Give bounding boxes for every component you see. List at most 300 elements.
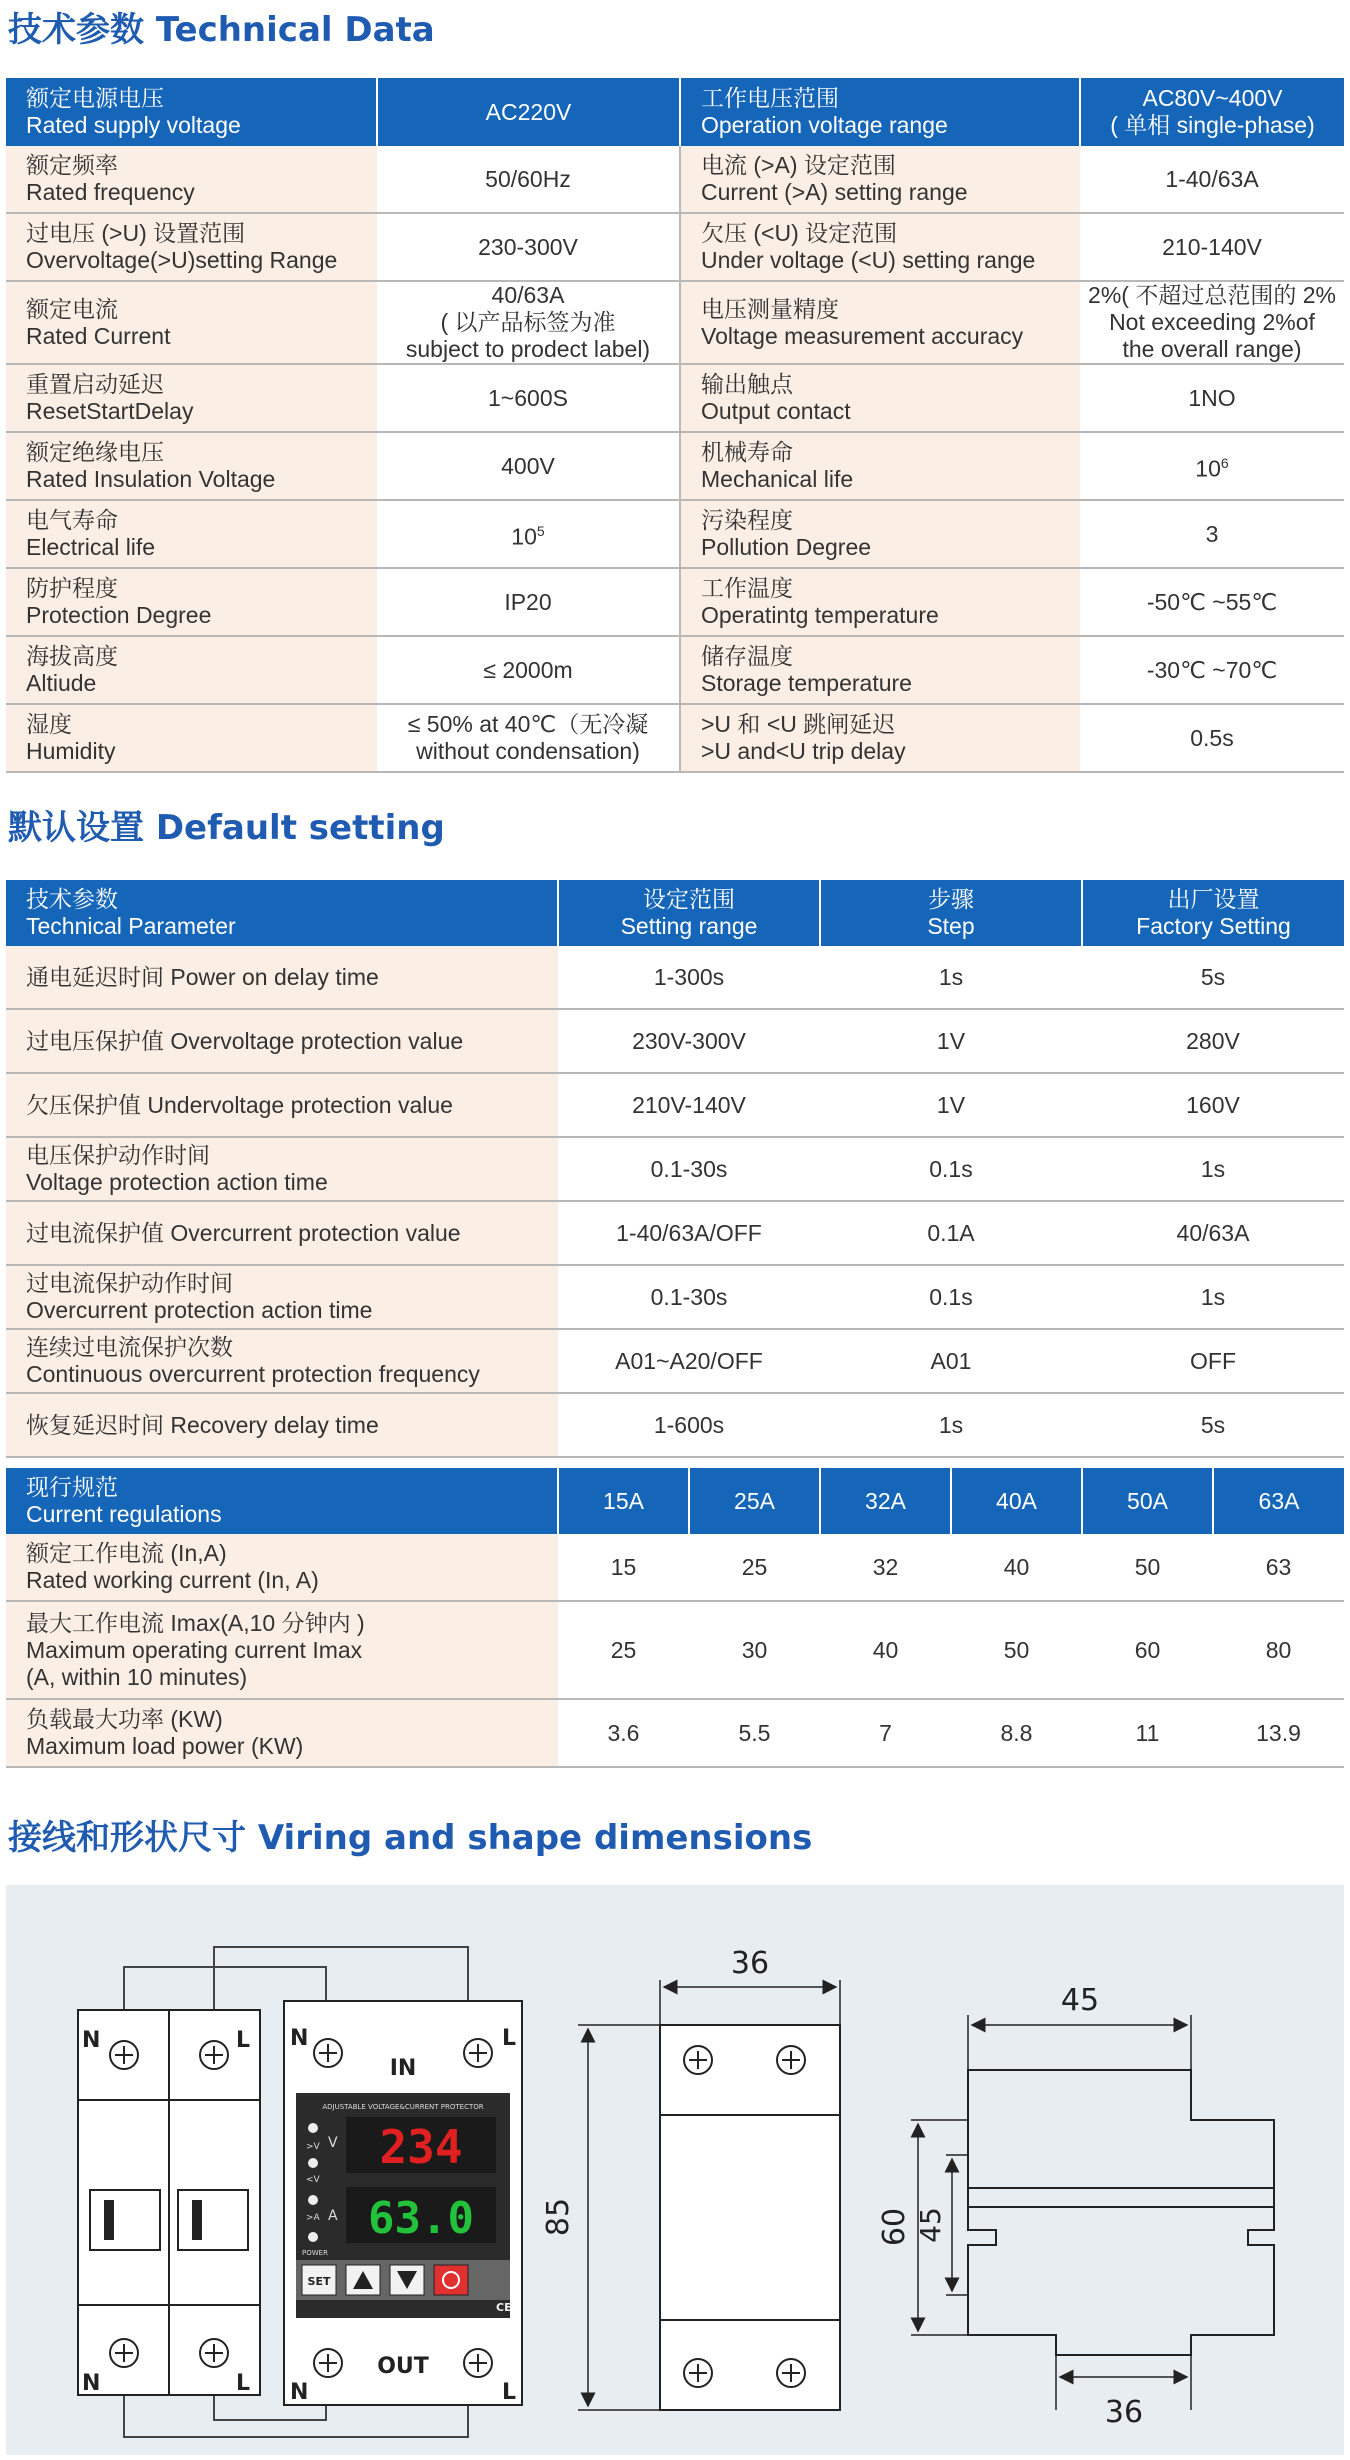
row-value-cell bbox=[558, 1601, 689, 1699]
cell-text-line: 重置启动延迟 bbox=[26, 371, 164, 397]
table-row bbox=[6, 568, 1344, 636]
factory-cell bbox=[1082, 1137, 1344, 1201]
param-cell bbox=[6, 1329, 558, 1393]
side-view-dimension bbox=[877, 1983, 1274, 2430]
range-text: A01~A20/OFF bbox=[615, 1347, 763, 1374]
cell-text-line: Pollution Degree bbox=[701, 534, 872, 560]
cell-text-line: 欠压保护值 Undervoltage protection value bbox=[26, 1091, 453, 1118]
header-label-cell bbox=[6, 1468, 558, 1534]
row-value-cell bbox=[377, 636, 680, 704]
value-text: 40 bbox=[872, 1636, 899, 1663]
row-value-cell bbox=[820, 1699, 951, 1767]
row-label-cell bbox=[680, 432, 1080, 500]
cell-text-line: 技术参数 bbox=[26, 886, 118, 912]
cell-text-line: Electrical life bbox=[26, 534, 156, 560]
row-value-cell bbox=[951, 1601, 1082, 1699]
indicator-uv: <V bbox=[306, 2175, 320, 2185]
cell-text-line: 设定范围 bbox=[643, 886, 735, 912]
dim-bottom-side: 36 bbox=[1104, 2395, 1144, 2430]
header-column-cell bbox=[951, 1468, 1082, 1534]
step-cell bbox=[820, 1137, 1082, 1201]
header-column-cell bbox=[689, 1468, 820, 1534]
cell-text-line: IP20 bbox=[504, 588, 552, 615]
param-cell bbox=[6, 946, 558, 1009]
range-cell bbox=[558, 1329, 820, 1393]
cell-text-line: 过电压保护值 Overvoltage protection value bbox=[26, 1027, 464, 1054]
cell-text-line: 230-300V bbox=[478, 233, 578, 260]
cell-text-line: Factory Setting bbox=[1136, 913, 1291, 939]
value-text: 15 bbox=[610, 1553, 637, 1580]
param-cell bbox=[6, 1073, 558, 1137]
section-title-technical: 技术参数 Technical Data bbox=[8, 10, 435, 50]
table-row bbox=[6, 1137, 1344, 1201]
reset-button bbox=[434, 2265, 468, 2295]
table-row bbox=[6, 1329, 1344, 1393]
cell-text-line: 50/60Hz bbox=[485, 165, 571, 192]
indicator-oa: >A bbox=[306, 2213, 320, 2223]
cell-text-line: Maximum operating current Imax bbox=[26, 1636, 363, 1663]
cell-text-line: Step bbox=[927, 913, 975, 939]
table-header-row bbox=[6, 1468, 1344, 1534]
current-regulations-table bbox=[6, 1468, 1344, 1768]
breaker-label-l-bottom: L bbox=[236, 2371, 251, 2396]
ce-mark: CE bbox=[496, 2301, 512, 2314]
cell-text-line: 额定电源电压 bbox=[26, 85, 164, 111]
column-text: 40A bbox=[996, 1487, 1037, 1514]
row-value-cell bbox=[689, 1699, 820, 1767]
cell-text-line: 210-140V bbox=[1162, 233, 1262, 260]
row-label-cell bbox=[6, 500, 377, 568]
panel-title: ADJUSTABLE VOLTAGE&CURRENT PROTECTOR bbox=[322, 2103, 484, 2111]
step-cell bbox=[820, 946, 1082, 1009]
header-label-cell bbox=[6, 78, 377, 146]
column-text: 25A bbox=[734, 1487, 775, 1514]
cell-text-line: $10^6$ bbox=[1195, 454, 1229, 482]
row-value-cell bbox=[1080, 500, 1344, 568]
section-title-wiring: 接线和形状尺寸 Viring and shape dimensions bbox=[8, 1818, 813, 1858]
cell-text-line: >U 和 <U 跳闸延迟 bbox=[701, 711, 896, 737]
cell-text-line: subject to prodect label) bbox=[405, 336, 651, 362]
cell-text-line: 步骤 bbox=[928, 886, 974, 912]
indicator-power: POWER bbox=[302, 2249, 328, 2257]
cell-text-line: 最大工作电流 Imax(A,10 分钟内 ) bbox=[26, 1609, 365, 1636]
header-cell bbox=[1082, 880, 1344, 946]
cell-text-line: Current (>A) setting range bbox=[701, 179, 968, 205]
column-text: 32A bbox=[865, 1487, 906, 1514]
cell-text-line: 1~600S bbox=[488, 384, 568, 411]
cell-text-line: 机械寿命 bbox=[701, 439, 793, 465]
cell-text-line: 电气寿命 bbox=[26, 507, 118, 533]
table-row bbox=[6, 1699, 1344, 1767]
cell-text-line: 额定频率 bbox=[26, 152, 118, 178]
header-column-cell bbox=[1082, 1468, 1213, 1534]
range-cell bbox=[558, 1073, 820, 1137]
table-row bbox=[6, 146, 1344, 213]
table-row bbox=[6, 364, 1344, 432]
value-text: 3.6 bbox=[607, 1719, 640, 1746]
cell-text-line: (A, within 10 minutes) bbox=[26, 1663, 248, 1690]
cell-text-line: Operation voltage range bbox=[701, 112, 948, 138]
front-view-dimension bbox=[541, 1946, 840, 2410]
header-cell bbox=[820, 880, 1082, 946]
table-header-row bbox=[6, 880, 1344, 946]
param-cell bbox=[6, 1393, 558, 1457]
factory-text: 40/63A bbox=[1176, 1219, 1250, 1246]
header-label-cell bbox=[680, 78, 1080, 146]
row-label-cell bbox=[6, 636, 377, 704]
cell-text-line: Current regulations bbox=[26, 1501, 222, 1527]
range-text: 0.1-30s bbox=[650, 1283, 728, 1310]
value-text: 80 bbox=[1265, 1636, 1292, 1663]
row-label-cell bbox=[680, 146, 1080, 213]
value-text: 32 bbox=[872, 1553, 899, 1580]
row-label-cell bbox=[6, 213, 377, 281]
cell-text-line: 2%( 不超过总范围的 2% bbox=[1088, 282, 1336, 308]
cell-text-line: 额定绝缘电压 bbox=[26, 439, 164, 465]
value-text: 8.8 bbox=[1000, 1719, 1033, 1746]
step-cell bbox=[820, 1201, 1082, 1265]
factory-text: 5s bbox=[1200, 1411, 1226, 1438]
param-cell bbox=[6, 1009, 558, 1073]
row-value-cell bbox=[377, 432, 680, 500]
step-cell bbox=[820, 1265, 1082, 1329]
header-value-cell bbox=[1080, 78, 1344, 146]
value-text: 13.9 bbox=[1256, 1719, 1301, 1746]
row-value-cell bbox=[1080, 704, 1344, 772]
cell-text-line: 电压保护动作时间 bbox=[26, 1142, 210, 1168]
table-header-row bbox=[6, 78, 1344, 146]
range-text: 1-300s bbox=[653, 963, 725, 990]
row-value-cell bbox=[1080, 568, 1344, 636]
value-text: 11 bbox=[1135, 1719, 1160, 1746]
row-value-cell bbox=[1080, 636, 1344, 704]
step-cell bbox=[820, 1329, 1082, 1393]
cell-text-line: Overvoltage(>U)setting Range bbox=[26, 247, 338, 273]
cell-text-line: 过电流保护值 Overcurrent protection value bbox=[26, 1219, 461, 1246]
row-value-cell bbox=[1082, 1534, 1213, 1601]
row-value-cell bbox=[1213, 1534, 1344, 1601]
row-value-cell bbox=[1080, 146, 1344, 213]
cell-text-line: Rated Current bbox=[26, 322, 171, 349]
table-row bbox=[6, 500, 1344, 568]
cell-text-line: 电流 (>A) 设定范围 bbox=[701, 152, 896, 178]
row-label-cell bbox=[680, 704, 1080, 772]
current-unit: A bbox=[328, 2208, 338, 2224]
indicator-ov: >V bbox=[306, 2142, 320, 2152]
row-value-cell bbox=[377, 500, 680, 568]
dim-width-front: 36 bbox=[730, 1946, 770, 1981]
row-label-cell bbox=[6, 281, 377, 364]
row-label-cell bbox=[6, 1601, 558, 1699]
cell-text-line: Rated working current (In, A) bbox=[26, 1567, 319, 1593]
header-column-cell bbox=[820, 1468, 951, 1534]
step-text: 0.1s bbox=[929, 1155, 973, 1182]
breaker-label-n-bottom: N bbox=[82, 2371, 101, 2396]
factory-text: 160V bbox=[1186, 1091, 1240, 1118]
cell-text-line: AC80V~400V bbox=[1142, 85, 1283, 111]
cell-text-line: the overall range) bbox=[1122, 336, 1302, 362]
cell-text-line: $10^5$ bbox=[511, 522, 545, 550]
table-row bbox=[6, 1073, 1344, 1137]
cell-text-line: 电压测量精度 bbox=[701, 295, 839, 322]
cell-text-line: Output contact bbox=[701, 398, 851, 424]
factory-text: 1s bbox=[1200, 1155, 1226, 1182]
value-text: 40 bbox=[1003, 1553, 1030, 1580]
cell-text-line: Technical Parameter bbox=[26, 913, 236, 939]
cell-text-line: 工作电压范围 bbox=[701, 85, 839, 111]
table-row bbox=[6, 1265, 1344, 1329]
device-label-n-bottom: N bbox=[290, 2380, 309, 2405]
step-text: 0.1s bbox=[929, 1283, 973, 1310]
cell-text-line: -50℃ ~55℃ bbox=[1146, 588, 1278, 615]
row-value-cell bbox=[558, 1534, 689, 1601]
value-text: 50 bbox=[1134, 1553, 1161, 1580]
cell-text-line: 恢复延迟时间 Recovery delay time bbox=[26, 1411, 379, 1438]
cell-text-line: Overcurrent protection action time bbox=[26, 1297, 373, 1323]
cell-text-line: >U and<U trip delay bbox=[701, 738, 906, 764]
cell-text-line: -30℃ ~70℃ bbox=[1146, 656, 1278, 683]
cell-text-line: Mechanical life bbox=[701, 466, 854, 492]
range-text: 1-600s bbox=[653, 1411, 725, 1438]
cell-text-line: 额定工作电流 (In,A) bbox=[26, 1540, 227, 1566]
cell-text-line: 3 bbox=[1205, 520, 1219, 547]
cell-text-line: 40/63A bbox=[491, 282, 565, 308]
row-value-cell bbox=[377, 146, 680, 213]
value-text: 5.5 bbox=[738, 1719, 771, 1746]
step-text: 1s bbox=[938, 963, 964, 990]
cell-text-line: Protection Degree bbox=[26, 602, 212, 628]
step-text: 1V bbox=[936, 1027, 966, 1054]
range-cell bbox=[558, 946, 820, 1009]
row-label-cell bbox=[6, 568, 377, 636]
row-value-cell bbox=[1080, 281, 1344, 364]
cell-text-line: Voltage measurement accuracy bbox=[701, 322, 1024, 349]
value-text: 25 bbox=[610, 1636, 637, 1663]
row-value-cell bbox=[1080, 364, 1344, 432]
header-cell bbox=[6, 880, 558, 946]
row-value-cell bbox=[377, 704, 680, 772]
breaker-label-n-top: N bbox=[82, 2028, 101, 2053]
step-text: 1V bbox=[936, 1091, 966, 1118]
row-label-cell bbox=[680, 281, 1080, 364]
step-text: 0.1A bbox=[927, 1219, 975, 1246]
factory-cell bbox=[1082, 1393, 1344, 1457]
row-label-cell bbox=[680, 636, 1080, 704]
table-row bbox=[6, 946, 1344, 1009]
factory-text: 280V bbox=[1186, 1027, 1240, 1054]
cell-text-line: Humidity bbox=[26, 738, 116, 764]
row-value-cell bbox=[558, 1699, 689, 1767]
param-cell bbox=[6, 1201, 558, 1265]
cell-text-line: 负载最大功率 (KW) bbox=[26, 1706, 223, 1732]
device-label-in: IN bbox=[389, 2056, 417, 2081]
row-value-cell bbox=[951, 1699, 1082, 1767]
cell-text-line: Altiude bbox=[26, 670, 97, 696]
row-value-cell bbox=[689, 1534, 820, 1601]
param-cell bbox=[6, 1265, 558, 1329]
row-label-cell bbox=[6, 432, 377, 500]
set-button: SET bbox=[307, 2275, 331, 2288]
cell-text-line: 输出触点 bbox=[701, 371, 793, 397]
cell-text-line: 现行规范 bbox=[26, 1474, 118, 1500]
cell-text-line: ≤ 50% at 40℃（无冷凝 bbox=[407, 711, 649, 737]
table-row bbox=[6, 1534, 1344, 1601]
row-label-cell bbox=[680, 568, 1080, 636]
value-text: 63 bbox=[1265, 1553, 1292, 1580]
header-column-cell bbox=[558, 1468, 689, 1534]
cell-text-line: without condensation) bbox=[416, 738, 640, 764]
row-value-cell bbox=[377, 568, 680, 636]
range-text: 0.1-30s bbox=[650, 1155, 728, 1182]
table-row bbox=[6, 1601, 1344, 1699]
factory-cell bbox=[1082, 1201, 1344, 1265]
cell-text-line: ≤ 2000m bbox=[483, 656, 573, 683]
row-value-cell bbox=[1080, 213, 1344, 281]
wiring-dimension-diagram bbox=[6, 1885, 1344, 2455]
dim-inner-side: 45 bbox=[914, 2207, 947, 2243]
cell-text-line: Rated frequency bbox=[26, 179, 195, 205]
cell-text-line: 湿度 bbox=[26, 711, 72, 737]
cell-text-line: 过电压 (>U) 设置范围 bbox=[26, 220, 246, 246]
factory-cell bbox=[1082, 1329, 1344, 1393]
factory-text: OFF bbox=[1190, 1347, 1236, 1374]
cell-text-line: Voltage protection action time bbox=[26, 1169, 328, 1195]
row-label-cell bbox=[6, 1699, 558, 1767]
row-value-cell bbox=[377, 213, 680, 281]
row-label-cell bbox=[6, 146, 377, 213]
device-label-n-top: N bbox=[290, 2026, 309, 2051]
value-text: 7 bbox=[879, 1719, 892, 1746]
cell-text-line: 储存温度 bbox=[701, 643, 793, 669]
header-cell bbox=[558, 880, 820, 946]
range-cell bbox=[558, 1393, 820, 1457]
table-row bbox=[6, 1201, 1344, 1265]
cell-text-line: 出厂设置 bbox=[1167, 886, 1260, 912]
exponent: 6 bbox=[1220, 454, 1229, 471]
device-label-l-top: L bbox=[502, 2026, 517, 2051]
cell-text-line: Continuous overcurrent protection frequency bbox=[26, 1361, 480, 1387]
cell-text-line: 1NO bbox=[1188, 384, 1236, 411]
row-value-cell bbox=[1080, 432, 1344, 500]
cell-text-line: Maximum load power (KW) bbox=[26, 1733, 304, 1759]
row-value-cell bbox=[689, 1601, 820, 1699]
cell-text-line: Under voltage (<U) setting range bbox=[701, 247, 1036, 273]
section-title-default: 默认设置 Default setting bbox=[8, 808, 445, 848]
cell-text-line: ResetStartDelay bbox=[26, 398, 194, 424]
factory-cell bbox=[1082, 946, 1344, 1009]
current-display: 63.0 bbox=[368, 2193, 474, 2244]
column-text: 15A bbox=[603, 1487, 644, 1514]
cell-text-line: Setting range bbox=[620, 913, 758, 939]
value-text: 25 bbox=[741, 1553, 768, 1580]
row-value-cell bbox=[1213, 1699, 1344, 1767]
range-text: 230V-300V bbox=[632, 1027, 746, 1054]
voltage-display: 234 bbox=[379, 2120, 463, 2174]
dim-height: 85 bbox=[541, 2197, 576, 2237]
column-text: 50A bbox=[1127, 1487, 1168, 1514]
row-value-cell bbox=[1213, 1601, 1344, 1699]
cell-text-line: 400V bbox=[501, 452, 555, 479]
cell-text-line: 工作温度 bbox=[701, 575, 793, 601]
cell-text-line: ( 单相 single-phase) bbox=[1110, 112, 1315, 138]
column-text: 63A bbox=[1258, 1487, 1300, 1514]
header-value-cell bbox=[377, 78, 680, 146]
cell-text-line: 0.5s bbox=[1190, 724, 1234, 751]
default-setting-table bbox=[6, 880, 1344, 1458]
exponent: 5 bbox=[536, 522, 545, 539]
cell-text-line: Rated Insulation Voltage bbox=[26, 466, 276, 492]
row-value-cell bbox=[1082, 1699, 1213, 1767]
cell-text-line: 污染程度 bbox=[701, 507, 793, 533]
cell-text-line: 连续过电流保护次数 bbox=[26, 1334, 233, 1360]
cell-text-line: 通电延迟时间 Power on delay time bbox=[26, 963, 379, 990]
row-value-cell bbox=[820, 1534, 951, 1601]
cell-text-line: Not exceeding 2%of bbox=[1109, 309, 1315, 335]
range-cell bbox=[558, 1009, 820, 1073]
row-label-cell bbox=[680, 213, 1080, 281]
cell-text-line: Storage temperature bbox=[701, 670, 912, 696]
table-row bbox=[6, 213, 1344, 281]
step-cell bbox=[820, 1073, 1082, 1137]
row-label-cell bbox=[6, 1534, 558, 1601]
dim-outer-side: 60 bbox=[877, 2207, 912, 2247]
protector-device bbox=[284, 2001, 522, 2405]
cell-text-line: 海拔高度 bbox=[26, 643, 118, 669]
table-row bbox=[6, 281, 1344, 364]
cell-text-line: 过电流保护动作时间 bbox=[26, 1270, 233, 1296]
param-cell bbox=[6, 1137, 558, 1201]
table-row bbox=[6, 1393, 1344, 1457]
row-label-cell bbox=[6, 704, 377, 772]
cell-text-line: ( 以产品标签为准 bbox=[440, 309, 616, 335]
range-cell bbox=[558, 1201, 820, 1265]
cell-text-line: Rated supply voltage bbox=[26, 112, 241, 138]
step-text: 1s bbox=[938, 1411, 964, 1438]
step-cell bbox=[820, 1393, 1082, 1457]
voltage-unit: V bbox=[328, 2135, 338, 2151]
table-row bbox=[6, 432, 1344, 500]
step-text: A01 bbox=[930, 1347, 972, 1374]
table-row bbox=[6, 636, 1344, 704]
cell-text-line: 1-40/63A bbox=[1165, 165, 1259, 192]
header-value-text: AC220V bbox=[485, 98, 572, 125]
table-row bbox=[6, 704, 1344, 772]
step-cell bbox=[820, 1009, 1082, 1073]
cell-text-line: Operatintg temperature bbox=[701, 602, 939, 628]
range-cell bbox=[558, 1137, 820, 1201]
factory-cell bbox=[1082, 1265, 1344, 1329]
header-column-cell bbox=[1213, 1468, 1344, 1534]
row-value-cell bbox=[377, 281, 680, 364]
cell-text-line: 额定电流 bbox=[26, 295, 118, 322]
row-value-cell bbox=[820, 1601, 951, 1699]
row-label-cell bbox=[6, 364, 377, 432]
range-text: 210V-140V bbox=[632, 1091, 746, 1118]
range-cell bbox=[558, 1265, 820, 1329]
value-text: 60 bbox=[1134, 1636, 1161, 1663]
value-text: 50 bbox=[1003, 1636, 1030, 1663]
table-row bbox=[6, 1009, 1344, 1073]
row-value-cell bbox=[1082, 1601, 1213, 1699]
range-text: 1-40/63A/OFF bbox=[616, 1219, 762, 1246]
row-value-cell bbox=[951, 1534, 1082, 1601]
cell-text-line: 防护程度 bbox=[26, 575, 118, 601]
factory-text: 1s bbox=[1200, 1283, 1226, 1310]
circuit-breaker bbox=[78, 2010, 260, 2396]
dim-top-side: 45 bbox=[1060, 1983, 1100, 2018]
row-value-cell bbox=[377, 364, 680, 432]
factory-cell bbox=[1082, 1009, 1344, 1073]
